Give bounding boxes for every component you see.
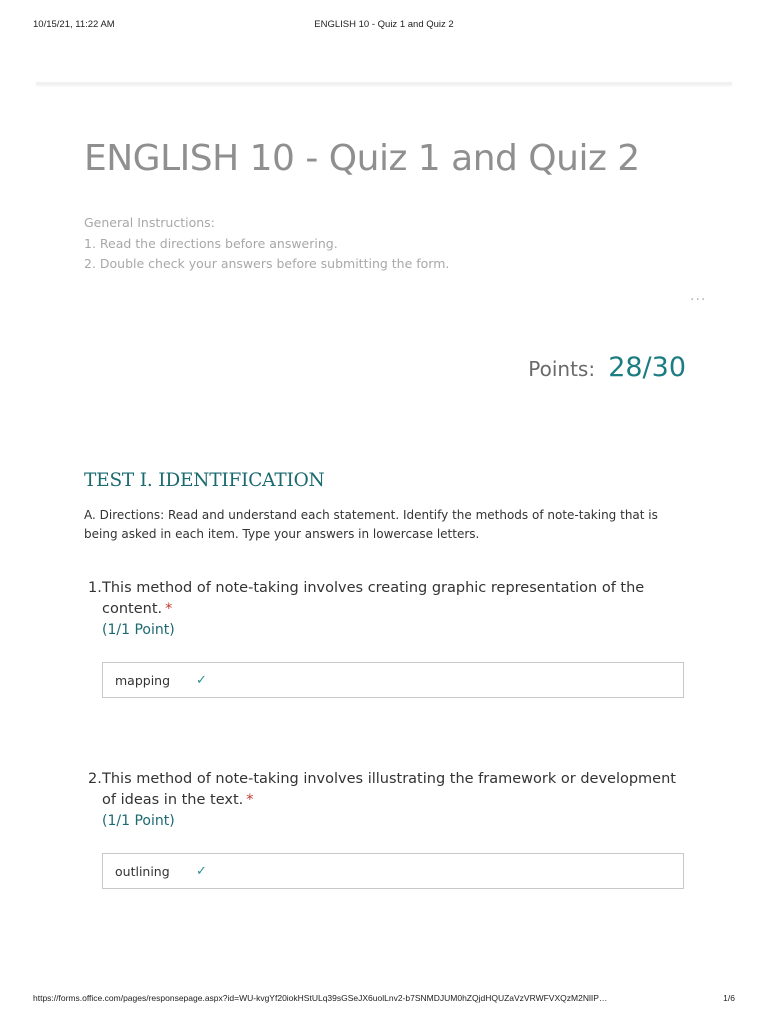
print-datetime: 10/15/21, 11:22 AM	[33, 19, 115, 30]
answer-field-2[interactable]	[102, 853, 684, 889]
form-title: ENGLISH 10 - Quiz 1 and Quiz 2	[84, 138, 640, 179]
required-mark: *	[246, 792, 254, 808]
required-mark: *	[165, 601, 173, 617]
answer-field-1[interactable]	[102, 662, 684, 698]
answer-value: outlining	[115, 864, 170, 879]
ellipsis-icon[interactable]: ···	[690, 292, 707, 308]
print-doc-title: ENGLISH 10 - Quiz 1 and Quiz 2	[314, 19, 454, 30]
question-text: This method of note-taking involves illustrating the framework or development of ideas in the text.	[102, 771, 676, 808]
question-text: This method of note-taking involves creating graphic representation of the content.	[102, 580, 645, 617]
print-page-number: 1/6	[723, 993, 735, 1003]
question-2	[88, 769, 688, 832]
points-value: 28/30	[608, 352, 686, 383]
form-instructions	[84, 213, 449, 275]
question-1	[88, 578, 688, 641]
check-icon: ✓	[196, 864, 207, 879]
points-summary	[528, 352, 686, 383]
section-directions: A. Directions: Read and understand each statement. Identify the methods of note-taking that is being asked in each item. Type your answers in lowercase letters.	[84, 508, 658, 541]
form-header-divider	[36, 82, 732, 85]
instructions-heading: General Instructions:	[84, 215, 215, 230]
print-url: https://forms.office.com/pages/responsepage.aspx?id=WU-kvgYf20iokHStULq39sGSeJX6uolLnv2-b7SNMDJUM0hZQjdHQUZaVzVRWFVXQzM2NlIP…	[33, 993, 608, 1003]
points-label: Points:	[528, 357, 596, 381]
answer-value: mapping	[115, 673, 171, 688]
section-title: TEST I. IDENTIFICATION	[84, 470, 325, 491]
check-icon: ✓	[196, 673, 207, 688]
question-number: 2.	[88, 771, 102, 787]
question-points: (1/1 Point)	[102, 813, 175, 829]
question-number: 1.	[88, 580, 102, 596]
instruction-item: 2. Double check your answers before submitting the form.	[84, 256, 450, 271]
instruction-item: 1. Read the directions before answering.	[84, 235, 338, 251]
question-points: (1/1 Point)	[102, 622, 175, 638]
